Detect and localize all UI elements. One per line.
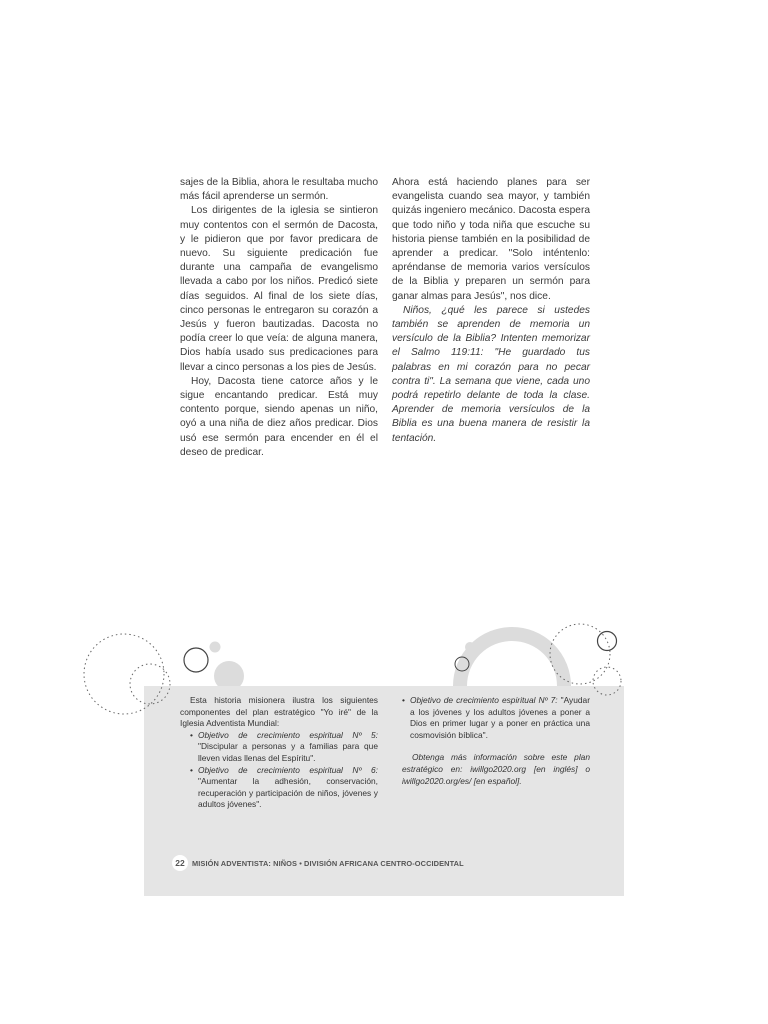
story-paragraph: Ahora está haciendo planes para ser evangelista cuando sea mayor, y también quizás ingeniero mecánico. Dacosta espera que todo niño y toda niña que escuche su historia piense también en la posibilidad de aprender a predicar. "Solo inténtenlo: apréndanse de memoria varios versículos de la Biblia y preparen un sermón para ganar almas para Jesús", nos dice. [392,177,590,302]
objective-label: Objetivo de crecimiento espiritual Nº 7: [410,695,558,705]
objectives-list [180,730,378,811]
objective-item [410,695,590,741]
objective-text: "Discipular a personas y a familias para que lleven vidas llenas del Espíritu". [198,741,378,763]
decorative-dot [210,642,221,653]
decorative-ring [184,648,208,672]
plan-box-left [180,695,378,811]
story-left-column [180,176,378,460]
decorative-ring [598,632,617,651]
decorative-ring [455,657,469,671]
closing-exhortation: Niños, ¿qué les parece si ustedes también se aprenden de memoria un versículo de la Biblia? Intenten memorizar el Salmo 119:11: "He guardado tus palabras en mi corazón para no pecar contra ti". La semana que viene, cada uno podrá repetirlo delante de toda la clase. Aprender de memoria versículos de la Biblia es una buena manera de resistir la tentación. [392,304,590,444]
objective-label: Objetivo de crecimiento espiritual Nº 5: [198,729,378,740]
objective-item [198,765,378,811]
objective-text: "Ayudar a los jóvenes y los adultos jóvenes a poner a Dios en primer lugar y a poner en práctica una cosmovisión bíblica". [410,695,590,740]
plan-box-right [402,695,590,787]
objective-label: Objetivo de crecimiento espiritual Nº 6: [198,764,378,775]
objectives-list [402,695,590,741]
objective-text: "Aumentar la adhesión, conservación, recuperación y participación de niños, jóvenes y adultos jóvenes". [198,776,378,810]
story-paragraph: Los dirigentes de la iglesia se sintieron muy contentos con el sermón de Dacosta, y le pidieron que por favor predicara de nuevo. Su siguiente predicación fue durante una campaña de evangelismo llevada a cabo por los niños. Predicó siete días seguidos. Al final de los siete días, cinco personas le entregaron su corazón a Jesús y fueron bautizadas. Dacosta no podía creer lo que veía: de alguna manera, Dios había usado sus predicaciones para llevar a cinco personas a los pies de Jesús. [180,205,378,373]
page-footer [172,855,464,871]
running-head: MISIÓN ADVENTISTA: NIÑOS • DIVISIÓN AFRICANA CENTRO-OCCIDENTAL [192,858,464,868]
plan-intro: Esta historia misionera ilustra los siguientes componentes del plan estratégico "Yo iré" de la Iglesia Adventista Mundial: [180,695,378,729]
decorative-dot [465,642,475,652]
story-paragraph: Hoy, Dacosta tiene catorce años y le sigue encantando predicar. Está muy contento porque, siendo apenas un niño, oyó a una niña de diez años predicar. Dios usó ese sermón para encender en él el deseo de predicar. [180,375,378,458]
decorative-dotted-ring [550,624,610,684]
story-right-column [392,176,590,446]
objective-item [198,730,378,765]
more-info-text: Obtenga más información sobre este plan estratégico en: iwillgo2020.org [en inglés] o iwillgo2020.org/es/ [en español]. [402,752,590,786]
story-paragraph: sajes de la Biblia, ahora le resultaba mucho más fácil aprenderse un sermón. [180,177,378,203]
page-number: 22 [172,855,188,871]
